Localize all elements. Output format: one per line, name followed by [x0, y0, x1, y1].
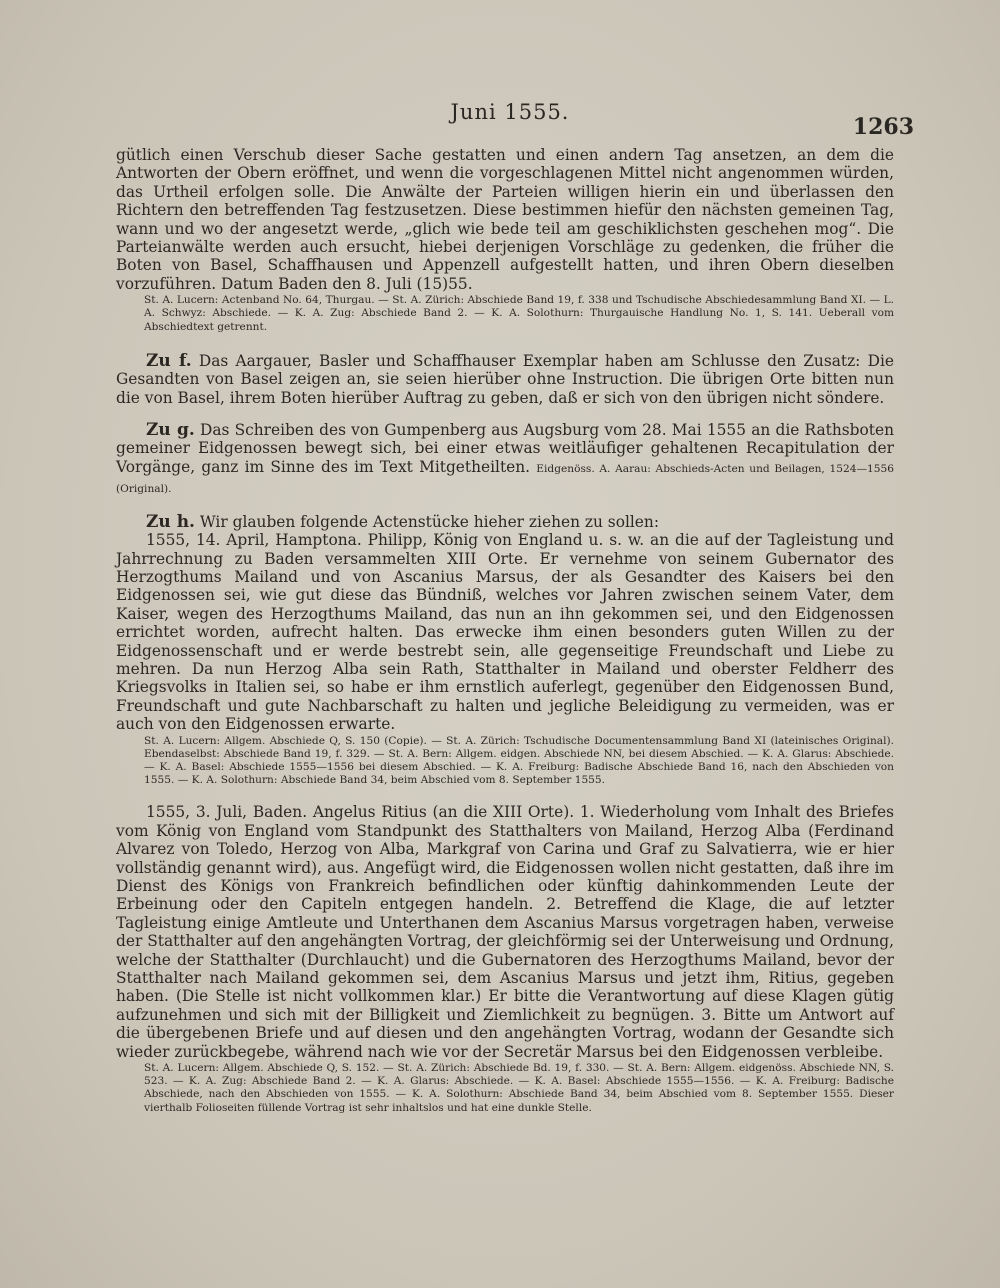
source-note-2: St. A. Lucern: Allgem. Abschiede Q, S. 150 (Copie). — St. A. Zürich: Tschudische Documentensammlung Band XI (lateinisches Original). Ebendaselbst: Abschiede Band 19, f. 329. — St. A. Bern: Allgem. eidgen. Abschiede NN, bei diesem Abschied. — K. A. Glarus: Abschiede. — K. A. Basel: Abschiede 1555—1556 bei diesem Abschied. — K. A. Freiburg: Badische Abschiede Band 16, nach den Abschieden von 1555. — K. A. Solothurn: Abschiede Band 34, beim Abschied vom 8. September 1555.: [144, 734, 894, 787]
section-h-text: Wir glauben folgende Actenstücke hieher ziehen zu sollen:: [199, 512, 660, 531]
section-f-text: Das Aargauer, Basler und Schaffhauser Exemplar haben am Schlusse den Zusatz: Die Gesandten von Basel zeigen an, sie seien hierüber ohne Instruction. Die übrigen Orte bitten nun die von Basel, ihrem Boten hierüber Auftrag zu geben, daß er sich von den übrigen nicht söndere.: [116, 351, 894, 407]
document-entry-2: 1555, 3. Juli, Baden. Angelus Ritius (an die XIII Orte). 1. Wiederholung vom Inhalt des Briefes vom König von England vom Standpunkt des Statthalters von Mailand, Herzog Alba (Ferdinand Alvarez von Toledo, Herzog von Alba, Markgraf von Carina und Graf zu Salvatierra, wie er hier vollständig genannt wird), aus. Angefügt wird, die Eidgenossen wollen nicht gestatten, daß ihre im Dienst des Königs von Frankreich befindlichen oder künftig dahinkommenden Leute der Erbeinung oder den Capiteln entgegen handeln. 2. Betreffend die Klage, die auf letzter Tagleistung einige Amtleute und Unterthanen dem Ascanius Marsus vorgetragen haben, verweise der Statthalter auf den angehängten Vortrag, der gleichförmig sei der Unterweisung und Ordnung, welche der Statthalter (Durchlaucht) und die Gubernatoren des Herzogthums Mailand, bevor der Statthalter nach Mailand gekommen sei, dem Ascanius Marsus und jetzt ihm, Ritius, gegeben haben. (Die Stelle ist nicht vollkommen klar.) Er bitte die Verantwortung auf diese Klagen gütig aufzunehmen und sich mit der Billigkeit und Ziemlichkeit zu begnügen. 3. Bitte um Antwort auf die übergebenen Briefe und auf diesen und den angehängten Vortrag, wodann der Gesandte sich wieder zurückbegebe, während nach wie vor der Secretär Marsus bei den Eidgenossen verbleibe.: [116, 803, 894, 1061]
page-number: 1263: [852, 114, 914, 140]
source-note-1: St. A. Lucern: Actenband No. 64, Thurgau. — St. A. Zürich: Abschiede Band 19, f. 338 und Tschudische Abschiedesammlung Band XI. — L. A. Schwyz: Abschiede. — K. A. Zug: Abschiede Band 2. — K. A. Solothurn: Thurgauische Handlung No. 1, S. 141. Ueberall vom Abschiedtext getrennt.: [144, 294, 894, 333]
section-h-lead: Zu h.: [146, 511, 195, 532]
section-h: [116, 513, 894, 531]
page-header: [110, 100, 914, 140]
section-g-lead: Zu g.: [146, 420, 195, 441]
section-f-lead: Zu f.: [146, 350, 192, 371]
page-body: [116, 146, 894, 1115]
section-g: [116, 421, 894, 499]
running-head: Juni 1555.: [450, 100, 570, 124]
section-f: [116, 352, 894, 407]
paragraph-continuation: gütlich einen Verschub dieser Sache gestatten und einen andern Tag ansetzen, an dem die Antworten der Obern eröffnet, und wenn die vorgeschlagenen Mittel nicht angenommen würden, das Urtheil erfolgen solle. Die Anwälte der Parteien willigen hierin ein und überlassen den Richtern den betreffenden Tag festzusetzen. Diese bestimmen hiefür den nächsten gemeinen Tag, wann und wo der angesetzt werde, „glich wie bede teil am geschiklichsten geschehen mog“. Die Parteianwälte werden auch ersucht, hiebei derjenigen Vorschläge zu gedenken, die früher die Boten von Basel, Schaffhausen und Appenzell aufgestellt hatten, und ihren Obern dieselben vorzuführen. Datum Baden den 8. Juli (15)55.: [116, 146, 894, 293]
source-note-3: St. A. Lucern: Allgem. Abschiede Q, S. 152. — St. A. Zürich: Abschiede Bd. 19, f. 330. — St. A. Bern: Allgem. eidgenöss. Abschiede NN, S. 523. — K. A. Zug: Abschiede Band 2. — K. A. Glarus: Abschiede. — K. A. Basel: Abschiede 1555—1556. — K. A. Freiburg: Badische Abschiede, nach den Abschieden von 1555. — K. A. Solothurn: Abschiede Band 34, beim Abschied vom 8. September 1555. Dieser vierthalb Folioseiten füllende Vortrag ist sehr inhaltslos und hat eine dunkle Stelle.: [144, 1062, 894, 1114]
section-g-text: Das Schreiben des von Gumpenberg aus Augsburg vom 28. Mai 1555 an die Rathsboten gemeiner Eidgenossen bewegt sich, bei einer etwas weitläufiger gehaltenen Recapitulation der Vorgänge, ganz im Sinne des im Text Mitgetheilten.: [116, 421, 894, 476]
section-g-source: Eidgenöss. A. Aarau: Abschieds-Acten und Beilagen, 1524—1556 (Original).: [116, 462, 894, 496]
document-entry-1: 1555, 14. April, Hamptona. Philipp, König von England u. s. w. an die auf der Tagleistung und Jahrrechnung zu Baden versammelten XIII Orte. Er vernehme von seinem Gubernator des Herzogthums Mailand und von Ascanius Marsus, der als Gesandter des Kaisers bei den Eidgenossen sei, wie gut diese das Bündniß, welches vor Jahren zwischen seinem Vater, dem Kaiser, wegen des Herzogthums Mailand, das nun an ihn gekommen sei, und den Eidgenossen errichtet worden, aufrecht halten. Das erwecke ihm einen besonders guten Willen zu der Eidgenossenschaft und er werde bestrebt sein, alle gegenseitige Freundschaft und Liebe zu mehren. Da nun Herzog Alba sein Rath, Statthalter in Mailand und oberster Feldherr des Kriegsvolks in Italien sei, so habe er ihm ernstlich auferlegt, gegenüber den Eidgenossen Bund, Freundschaft und gute Nachbarschaft zu halten und jegliche Beleidigung zu vermeiden, was er auch von den Eidgenossen erwarte.: [116, 531, 894, 734]
